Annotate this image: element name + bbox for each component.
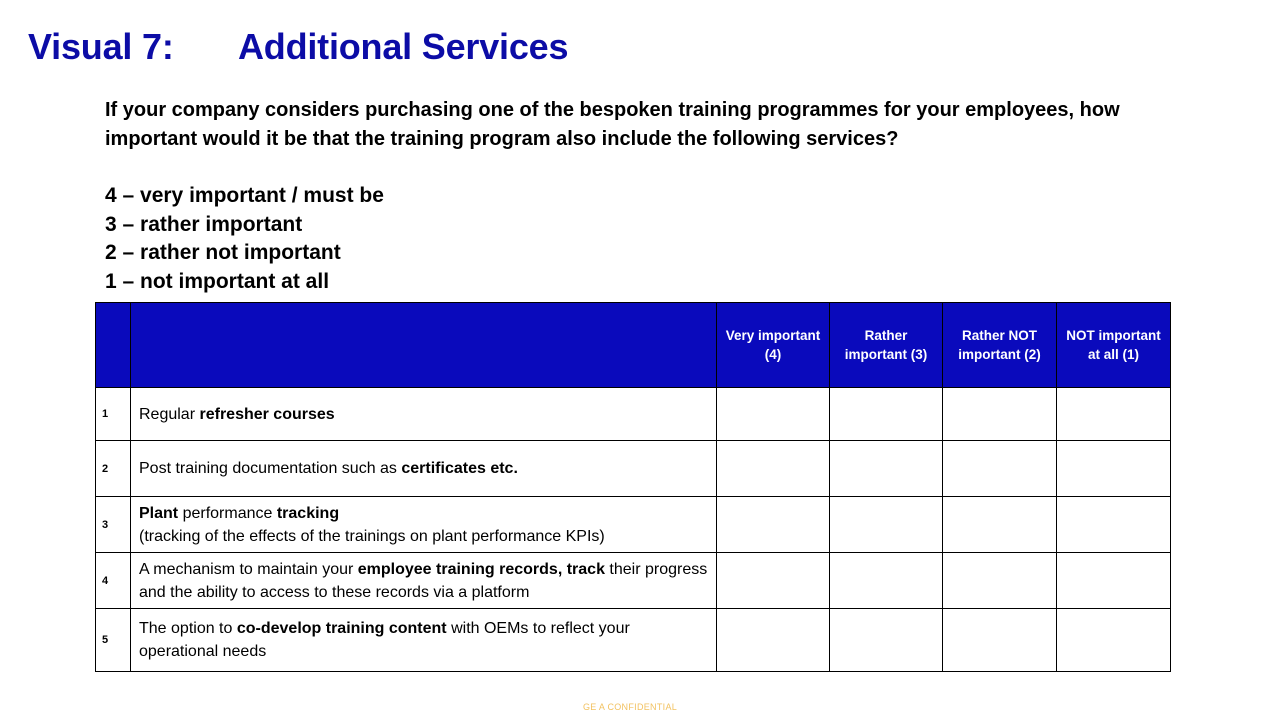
service-description: Plant performance tracking (tracking of the effects of the trainings on plant performance KPIs) [131,497,717,553]
row-number: 3 [96,497,131,553]
service-description: A mechanism to maintain your employee training records, track their progress and the ability to access to these records via a platform [131,553,717,609]
rating-cell-2[interactable] [943,441,1057,497]
rating-cell-4[interactable] [717,497,830,553]
scale-item-2: 2 – rather not important [105,241,341,265]
rating-cell-3[interactable] [830,441,943,497]
table-header-row [96,303,1171,388]
rating-cell-4[interactable] [717,441,830,497]
title-main: Additional Services [238,26,569,67]
table-row [96,388,1171,441]
rating-cell-2[interactable] [943,553,1057,609]
rating-cell-4[interactable] [717,609,830,672]
rating-cell-3[interactable] [830,609,943,672]
slide-title [28,26,568,68]
scale-item-1: 1 – not important at all [105,270,330,294]
rating-scale [105,182,384,297]
header-rather-not-important: Rather NOT important (2) [943,303,1057,388]
rating-cell-1[interactable] [1057,388,1171,441]
rating-cell-3[interactable] [830,388,943,441]
table-row [96,553,1171,609]
header-rather-important: Rather important (3) [830,303,943,388]
header-service-blank [131,303,717,388]
question-text: If your company considers purchasing one of the bespoken training programmes for your employees, how important would it be that the training program also include the following services? [105,99,1120,150]
service-description: Post training documentation such as certificates etc. [131,441,717,497]
header-very-important: Very important (4) [717,303,830,388]
rating-cell-3[interactable] [830,497,943,553]
scale-item-4: 4 – very important / must be [105,184,384,207]
title-prefix: Visual 7: [28,26,174,67]
header-num-blank [96,303,131,388]
service-description: The option to co-develop training content with OEMs to reflect your operational needs [131,609,717,672]
services-rating-table [95,302,1171,672]
rating-cell-1[interactable] [1057,609,1171,672]
table-row [96,497,1171,553]
confidential-footer: GE A CONFIDENTIAL [582,702,678,712]
rating-cell-1[interactable] [1057,441,1171,497]
header-not-important: NOT important at all (1) [1057,303,1171,388]
rating-cell-1[interactable] [1057,553,1171,609]
row-number: 5 [96,609,131,672]
rating-cell-2[interactable] [943,609,1057,672]
rating-cell-4[interactable] [717,553,830,609]
row-number: 4 [96,553,131,609]
rating-cell-1[interactable] [1057,497,1171,553]
rating-cell-2[interactable] [943,497,1057,553]
row-number: 1 [96,388,131,441]
rating-cell-3[interactable] [830,553,943,609]
table-row [96,609,1171,672]
scale-item-3: 3 – rather important [105,212,303,236]
rating-cell-2[interactable] [943,388,1057,441]
service-description: Regular refresher courses [131,388,717,441]
row-number: 2 [96,441,131,497]
table-row [96,441,1171,497]
rating-cell-4[interactable] [717,388,830,441]
